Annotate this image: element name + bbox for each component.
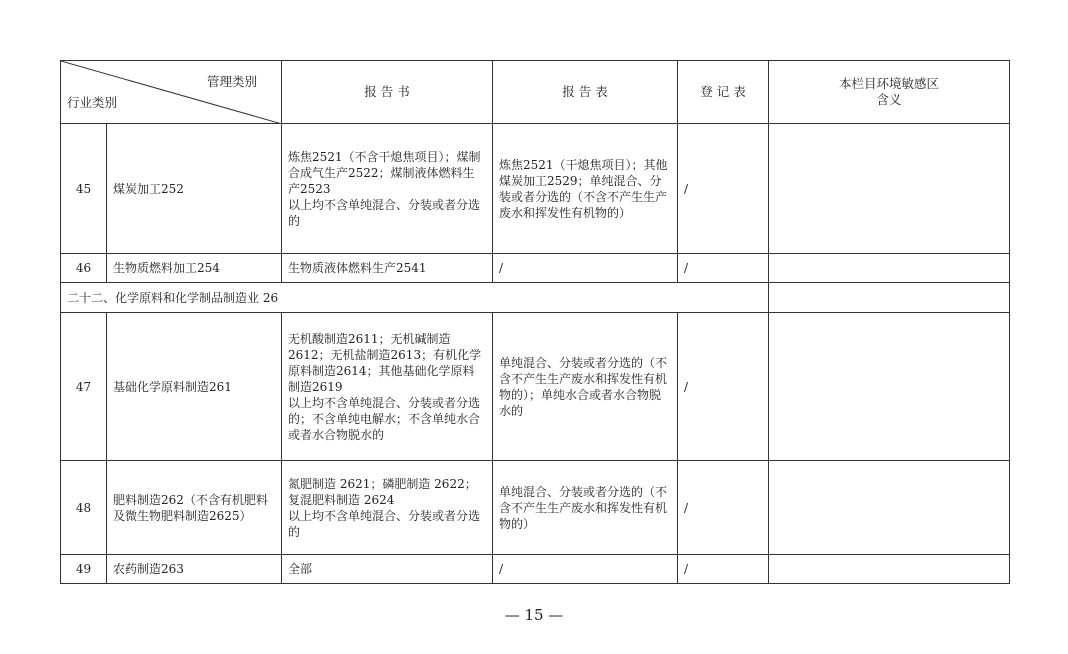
registration-form-header: 登 记 表 [678, 61, 769, 124]
row-number: 46 [61, 254, 107, 283]
registration-cell: / [678, 461, 769, 555]
report-form-cell: / [493, 254, 678, 283]
table-row [61, 461, 1010, 555]
sensitive-area-header: 本栏目环境敏感区 含义 [769, 61, 1010, 124]
registration-cell: / [678, 124, 769, 254]
report-book-header: 报 告 书 [282, 61, 493, 124]
classification-table [60, 60, 1010, 584]
page-number: — 15 — [504, 606, 564, 624]
industry-cell: 生物质燃料加工254 [107, 254, 282, 283]
registration-cell: / [678, 254, 769, 283]
report-book-cell: 炼焦2521（不含干熄焦项目）；煤制合成气生产2522；煤制液体燃料生产2523 以上均不含单纯混合、分装或者分选的 [282, 124, 493, 254]
sensitive-cell [769, 283, 1010, 313]
section-row [61, 283, 1010, 313]
report-form-header: 报 告 表 [493, 61, 678, 124]
table-row [61, 124, 1010, 254]
table-row [61, 555, 1010, 584]
report-book-cell: 全部 [282, 555, 493, 584]
sensitive-cell [769, 461, 1010, 555]
registration-cell: / [678, 313, 769, 461]
mgmt-category-label: 管理类别 [206, 74, 257, 89]
report-form-cell: / [493, 555, 678, 584]
header-row [61, 61, 1010, 124]
sensitive-cell [769, 555, 1010, 584]
industry-cell: 基础化学原料制造261 [107, 313, 282, 461]
report-book-cell: 无机酸制造2611；无机碱制造2612；无机盐制造2613；有机化学原料制造2614；其他基础化学原料制造2619 以上均不含单纯混合、分装或者分选的；不含单纯电解水；不含单纯水合或者水合物脱水的 [282, 313, 493, 461]
row-number: 45 [61, 124, 107, 254]
sensitive-cell [769, 254, 1010, 283]
registration-cell: / [678, 555, 769, 584]
industry-cell: 煤炭加工252 [107, 124, 282, 254]
sensitive-cell [769, 124, 1010, 254]
industry-cell: 肥料制造262（不含有机肥料及微生物肥料制造2625） [107, 461, 282, 555]
report-form-cell: 炼焦2521（干熄焦项目）；其他煤炭加工2529；单纯混合、分装或者分选的（不含不产生生产废水和挥发性有机物的） [493, 124, 678, 254]
row-number: 47 [61, 313, 107, 461]
diagonal-header-cell [61, 61, 282, 124]
sensitive-cell [769, 313, 1010, 461]
row-number: 49 [61, 555, 107, 584]
industry-category-label: 行业类别 [67, 95, 118, 110]
report-form-cell: 单纯混合、分装或者分选的（不含不产生生产废水和挥发性有机物的） [493, 461, 678, 555]
table-row [61, 313, 1010, 461]
report-book-cell: 氮肥制造 2621；磷肥制造 2622；复混肥料制造 2624 以上均不含单纯混合、分装或者分选的 [282, 461, 493, 555]
table-row [61, 254, 1010, 283]
section-title: 二十二、化学原料和化学制品制造业 26 [61, 283, 769, 313]
industry-cell: 农药制造263 [107, 555, 282, 584]
report-book-cell: 生物质液体燃料生产2541 [282, 254, 493, 283]
diagonal-line [61, 61, 282, 124]
report-form-cell: 单纯混合、分装或者分选的（不含不产生生产废水和挥发性有机物的）；单纯水合或者水合物脱水的 [493, 313, 678, 461]
row-number: 48 [61, 461, 107, 555]
